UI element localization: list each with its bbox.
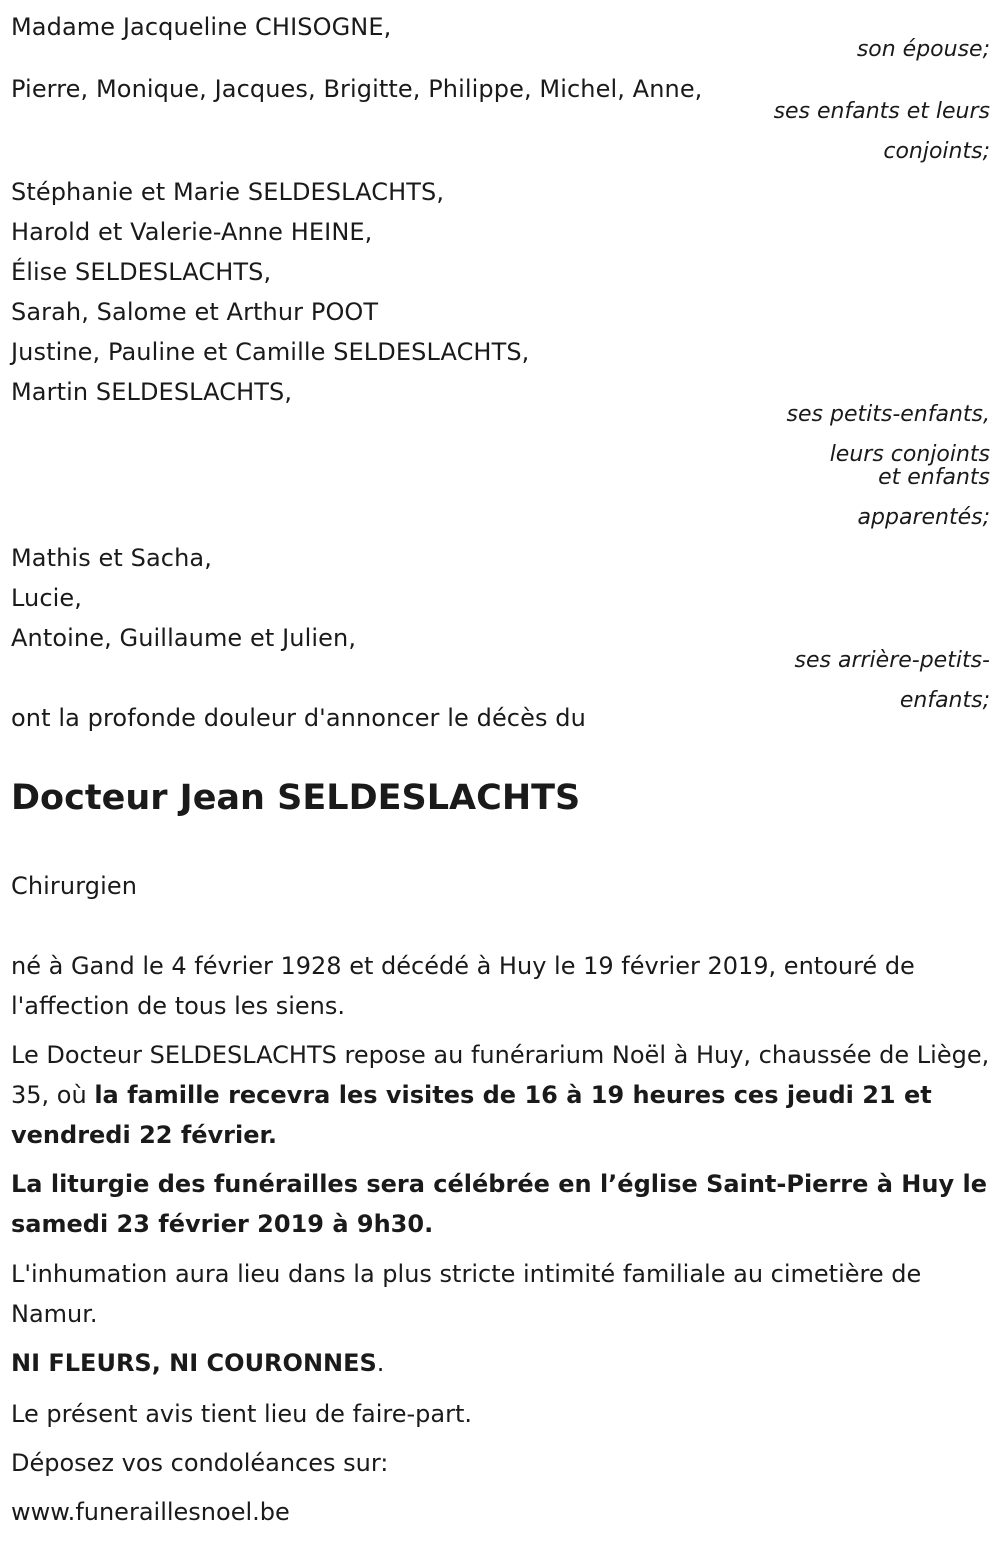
liturgy-paragraph: La liturgie des funérailles sera célébrée en l’église Saint-Pierre à Huy le samedi 23 février 2019 à 9h30. [11,1170,987,1238]
great-grandchildren-relation-line1: ses arrière-petits- [794,648,990,673]
great-grandchild-line: Mathis et Sacha, [11,544,212,572]
children-relation-line1: ses enfants et leurs [773,99,990,124]
wife-name: Madame Jacqueline CHISOGNE, [11,13,392,41]
no-flowers-paragraph [11,1343,991,1383]
great-grandchild-line: Antoine, Guillaume et Julien, [11,624,357,652]
grandchild-line: Stéphanie et Marie SELDESLACHTS, [11,178,445,206]
grandchild-line: Élise SELDESLACHTS, [11,258,272,286]
no-flowers-suffix: . [376,1349,385,1377]
great-grandchild-line: Lucie, [11,584,83,612]
visitation-paragraph [11,1035,991,1155]
birth-death-paragraph: né à Gand le 4 février 1928 et décédé à Huy le 19 février 2019, entouré de l'affection de tous les siens. [11,952,915,1020]
great-grandchildren-relation-line2: enfants; [899,688,990,713]
visitation-intro: Le Docteur SELDESLACHTS repose au funérarium Noël à Huy, chaussée de Liège, 35, où [11,1041,990,1109]
grandchild-line: Martin SELDESLACHTS, [11,378,293,406]
children-names: Pierre, Monique, Jacques, Brigitte, Philippe, Michel, Anne, [11,75,703,103]
wife-relation: son épouse; [856,37,990,62]
children-relation-line2: conjoints; [883,139,990,164]
grandchildren-relation-line2: leurs conjoints [829,442,990,467]
grandchildren-relation-line4: apparentés; [857,505,990,530]
no-flowers-text: NI FLEURS, NI COURONNES [11,1349,377,1377]
deceased-profession: Chirurgien [11,872,138,900]
grandchildren-relation-line1: ses petits-enfants, [786,402,990,427]
grandchild-line: Harold et Valerie-Anne HEINE, [11,218,373,246]
grandchild-line: Justine, Pauline et Camille SELDESLACHTS, [11,338,530,366]
notice-paragraph: Le présent avis tient lieu de faire-part. [11,1400,473,1428]
grandchild-line: Sarah, Salome et Arthur POOT [11,298,379,326]
condolences-label: Déposez vos condoléances sur: [11,1449,389,1477]
burial-paragraph: L'inhumation aura lieu dans la plus stricte intimité familiale au cimetière de Namur. [11,1260,922,1328]
website-link[interactable]: www.funeraillesnoel.be [11,1498,290,1526]
deceased-name: Docteur Jean SELDESLACHTS [11,778,581,818]
grandchildren-relation-line3: et enfants [878,465,990,490]
visitation-hours: la famille recevra les visites de 16 à 19 heures ces jeudi 21 et vendredi 22 février. [11,1081,932,1149]
announcement-text: ont la profonde douleur d'annoncer le décès du [11,704,586,732]
